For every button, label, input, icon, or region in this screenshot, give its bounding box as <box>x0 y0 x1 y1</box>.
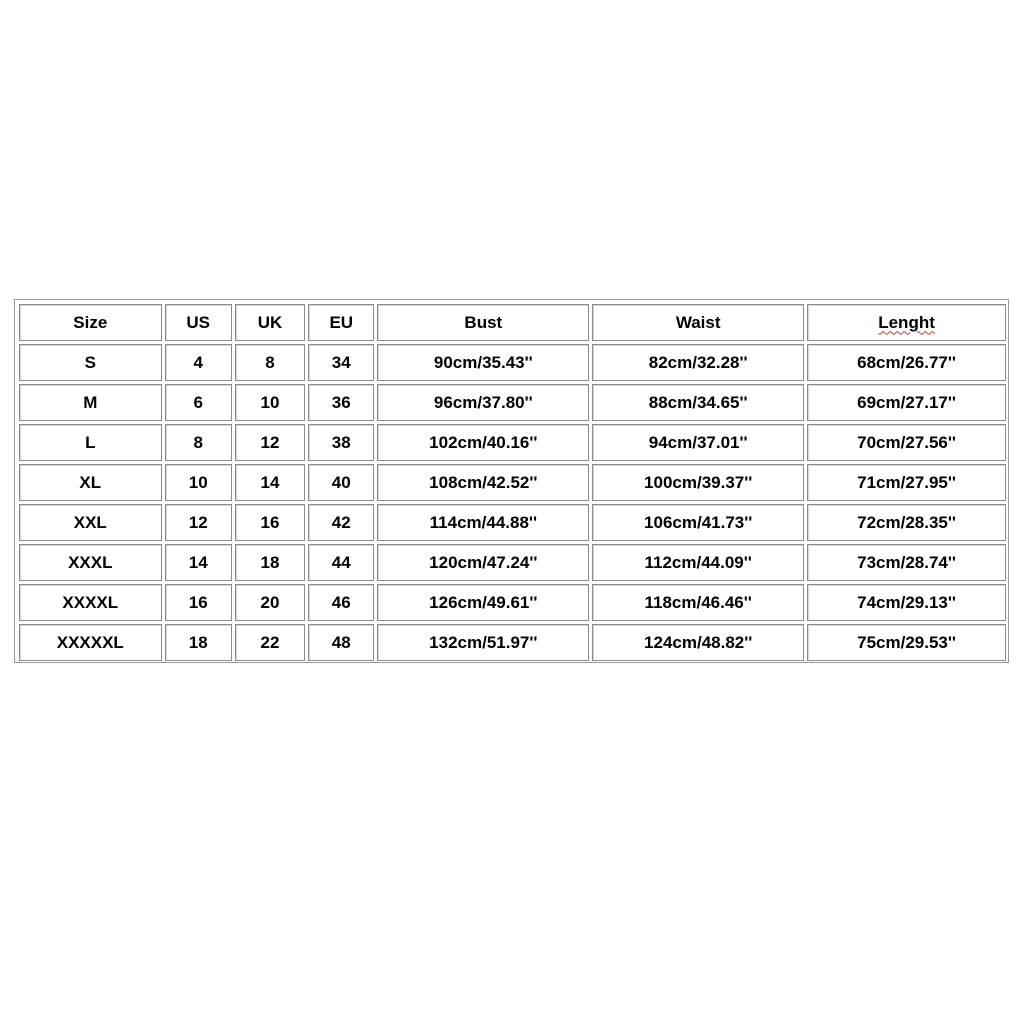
cell-eu: 40 <box>308 464 374 501</box>
table-row <box>19 464 1006 501</box>
table-row <box>19 624 1006 661</box>
cell-uk: 20 <box>235 584 305 621</box>
cell-us: 4 <box>165 344 232 381</box>
cell-us: 8 <box>165 424 232 461</box>
cell-eu: 42 <box>308 504 374 541</box>
cell-waist: 118cm/46.46'' <box>592 584 804 621</box>
header-waist: Waist <box>592 304 804 341</box>
cell-uk: 22 <box>235 624 305 661</box>
cell-length: 72cm/28.35'' <box>807 504 1006 541</box>
cell-size: L <box>19 424 162 461</box>
table-row <box>19 424 1006 461</box>
header-us: US <box>165 304 232 341</box>
cell-length: 71cm/27.95'' <box>807 464 1006 501</box>
cell-uk: 8 <box>235 344 305 381</box>
header-size: Size <box>19 304 162 341</box>
header-uk: UK <box>235 304 305 341</box>
cell-eu: 46 <box>308 584 374 621</box>
size-chart-frame <box>14 299 1009 663</box>
cell-length: 74cm/29.13'' <box>807 584 1006 621</box>
table-row <box>19 504 1006 541</box>
cell-waist: 100cm/39.37'' <box>592 464 804 501</box>
cell-bust: 102cm/40.16'' <box>377 424 589 461</box>
cell-uk: 16 <box>235 504 305 541</box>
cell-size: XXXL <box>19 544 162 581</box>
cell-length: 73cm/28.74'' <box>807 544 1006 581</box>
cell-bust: 108cm/42.52'' <box>377 464 589 501</box>
header-bust: Bust <box>377 304 589 341</box>
cell-size: XXXXL <box>19 584 162 621</box>
cell-length: 75cm/29.53'' <box>807 624 1006 661</box>
cell-bust: 90cm/35.43'' <box>377 344 589 381</box>
cell-size: M <box>19 384 162 421</box>
cell-us: 16 <box>165 584 232 621</box>
cell-eu: 44 <box>308 544 374 581</box>
cell-size: XL <box>19 464 162 501</box>
cell-bust: 96cm/37.80'' <box>377 384 589 421</box>
cell-uk: 12 <box>235 424 305 461</box>
table-row <box>19 584 1006 621</box>
table-row <box>19 384 1006 421</box>
cell-eu: 38 <box>308 424 374 461</box>
cell-us: 14 <box>165 544 232 581</box>
cell-eu: 34 <box>308 344 374 381</box>
header-length-label: Lenght <box>878 312 935 332</box>
cell-waist: 112cm/44.09'' <box>592 544 804 581</box>
cell-waist: 106cm/41.73'' <box>592 504 804 541</box>
cell-us: 6 <box>165 384 232 421</box>
cell-uk: 14 <box>235 464 305 501</box>
header-eu: EU <box>308 304 374 341</box>
cell-us: 10 <box>165 464 232 501</box>
cell-us: 12 <box>165 504 232 541</box>
header-row <box>19 304 1006 341</box>
cell-uk: 18 <box>235 544 305 581</box>
cell-waist: 124cm/48.82'' <box>592 624 804 661</box>
table-row <box>19 544 1006 581</box>
cell-length: 68cm/26.77'' <box>807 344 1006 381</box>
cell-waist: 82cm/32.28'' <box>592 344 804 381</box>
cell-length: 70cm/27.56'' <box>807 424 1006 461</box>
cell-waist: 94cm/37.01'' <box>592 424 804 461</box>
cell-size: XXXXXL <box>19 624 162 661</box>
cell-eu: 36 <box>308 384 374 421</box>
table-row <box>19 344 1006 381</box>
cell-bust: 132cm/51.97'' <box>377 624 589 661</box>
size-chart-table <box>16 301 1009 664</box>
cell-length: 69cm/27.17'' <box>807 384 1006 421</box>
cell-bust: 120cm/47.24'' <box>377 544 589 581</box>
cell-size: S <box>19 344 162 381</box>
cell-waist: 88cm/34.65'' <box>592 384 804 421</box>
cell-bust: 126cm/49.61'' <box>377 584 589 621</box>
header-length <box>807 304 1006 341</box>
cell-size: XXL <box>19 504 162 541</box>
cell-us: 18 <box>165 624 232 661</box>
cell-eu: 48 <box>308 624 374 661</box>
cell-bust: 114cm/44.88'' <box>377 504 589 541</box>
cell-uk: 10 <box>235 384 305 421</box>
